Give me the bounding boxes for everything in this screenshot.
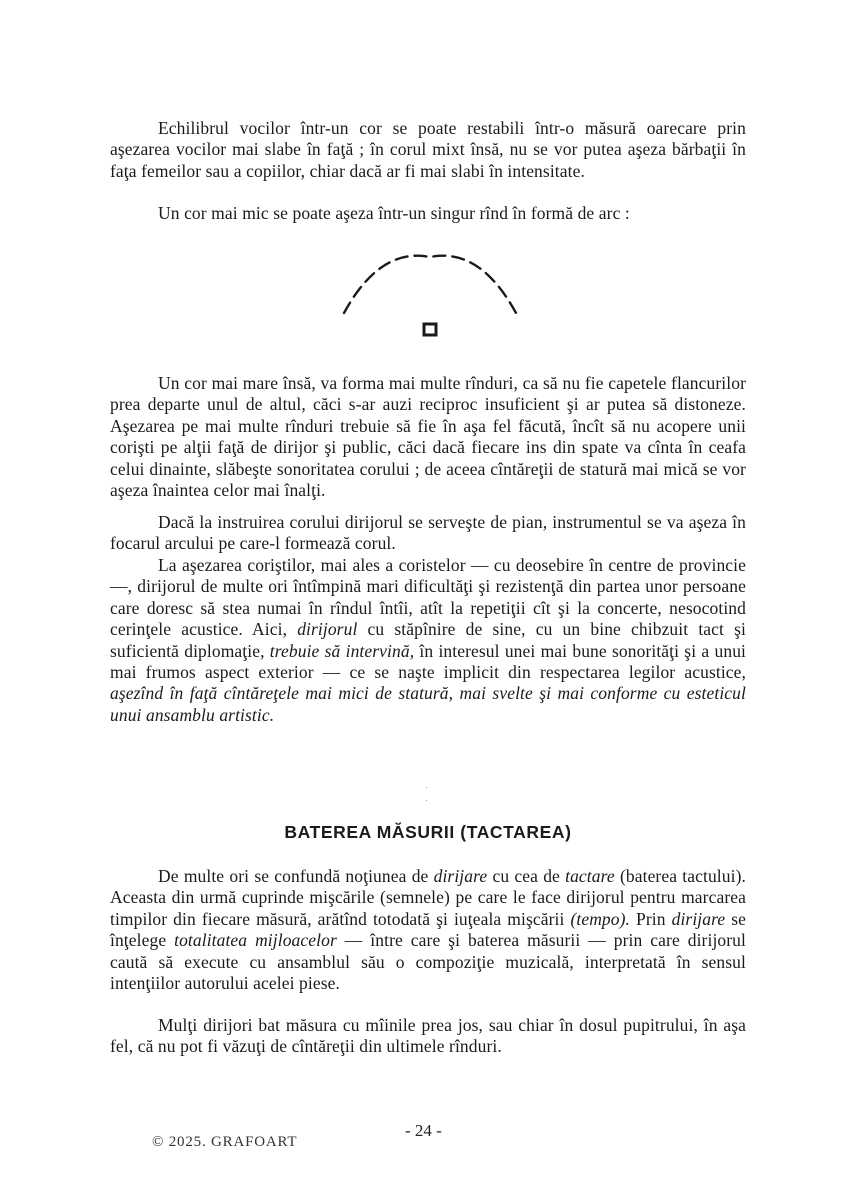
text-run: cu cea de <box>487 866 566 886</box>
text-run: — între care şi baterea măsurii — prin care dirijorul caută să execute cu ansamblul său o compoziţie muzicală, interpretată în sensul intenţiilor autorului acelei piese. <box>110 930 746 994</box>
text-run: La aşezarea coriştilor, mai ales a coristelor — cu deosebire în centre de provincie —, dirijorul de multe ori întîmpină mari dificultăţi şi rezistenţă din partea unor persoane care doresc să stea numai în rîndul întîi, atît la repetiţii cît şi la concerte, nesocotind cerinţele acustice. Aici, <box>110 555 746 640</box>
text-run: De multe ori se confundă noţiunea de <box>158 866 434 886</box>
scan-speck <box>426 787 427 788</box>
paragraph-large-choir-rows: Un cor mai mare însă, va forma mai multe rînduri, ca să nu fie capetele flancurilor prea departe unul de altul, căci s-ar auzi reciproc insuficient şi ar putea să distoneze. Aşezarea pe mai multe rînduri trebuie să fie în aşa fel făcută, încît să nu acopere unii corişti pe alţii faţă de dirijor şi public, căci dacă fiecare ins din spate va cînta în ceafa celui dinainte, slăbeşte sonoritatea corului ; de aceea cîntăreţii de statură mai mică se vor aşeza înaintea celor mai înalţi. <box>110 373 746 501</box>
text-run-italic: trebuie să intervină, <box>269 640 415 661</box>
scan-speck <box>426 800 427 801</box>
paragraph-small-choir-arc: Un cor mai mic se poate aşeza într-un singur rînd în formă de arc : <box>158 203 630 223</box>
page-number: - 24 - <box>405 1121 442 1140</box>
paragraph-choir-arrangement <box>110 555 746 726</box>
text-run-italic: dirijare <box>671 908 726 929</box>
paragraph-beating-too-low: Mulţi dirijori bat măsura cu mîinile prea jos, sau chiar în dosul pupitrului, în aşa fel, că nu pot fi văzuţi de cîntăreţii din ultimele rînduri. <box>110 1015 746 1057</box>
text-run: cu stăpînire de sine, cu un bine chibzuit tact şi suficientă diplomaţie, <box>110 619 746 661</box>
text-run-italic: totalitatea mijloacelor <box>174 930 337 951</box>
text-run-italic: dirijorul <box>297 619 358 640</box>
text-run: (baterea tactului). Aceasta din urmă cuprinde mişcările (semnele) pe care le face dirijorul pentru marcarea timpilor din fiecare măsură, arătînd totodată şi iuţeala mişcării <box>110 866 746 929</box>
text-run-italic: tactare <box>565 866 615 886</box>
paragraph-piano-placement: Dacă la instruirea corului dirijorul se serveşte de pian, instrumentul se va aşeza în focarul arcului pe care-l formează corul. <box>110 512 746 554</box>
paragraph-voice-balance: Echilibrul vocilor într-un cor se poate restabili într-o măsură oarecare prin aşezarea vocilor mai slabe în faţă ; în corul mixt însă, nu se vor putea aşeza bărbaţii în faţa femeilor sau a copiilor, chiar dacă ar fi mai slabi în intensitate. <box>110 118 746 181</box>
copyright-footer: © 2025. GRAFOART <box>152 1134 298 1150</box>
text-run-italic: dirijare <box>433 866 488 886</box>
choir-arc-diagram-icon <box>330 245 530 345</box>
text-run: se înţelege <box>110 908 746 951</box>
section-heading: BATEREA MĂSURII (TACTAREA) <box>284 822 572 842</box>
paragraph-conducting-vs-beating <box>110 866 746 994</box>
text-run: Prin <box>630 908 672 929</box>
text-run: în interesul unei mai bune sonorităţi şi a unui mai frumos aspect exterior — ce se naşte implicit din respectarea legilor acustice, <box>110 640 747 683</box>
conductor-square-icon <box>424 324 436 335</box>
text-run-italic: (tempo). <box>570 908 631 929</box>
text-run-italic: aşezînd în faţă cîntăreţele mai mici de statură, mai svelte şi mai conforme cu esteticul unui ansamblu artistic. <box>110 683 746 725</box>
